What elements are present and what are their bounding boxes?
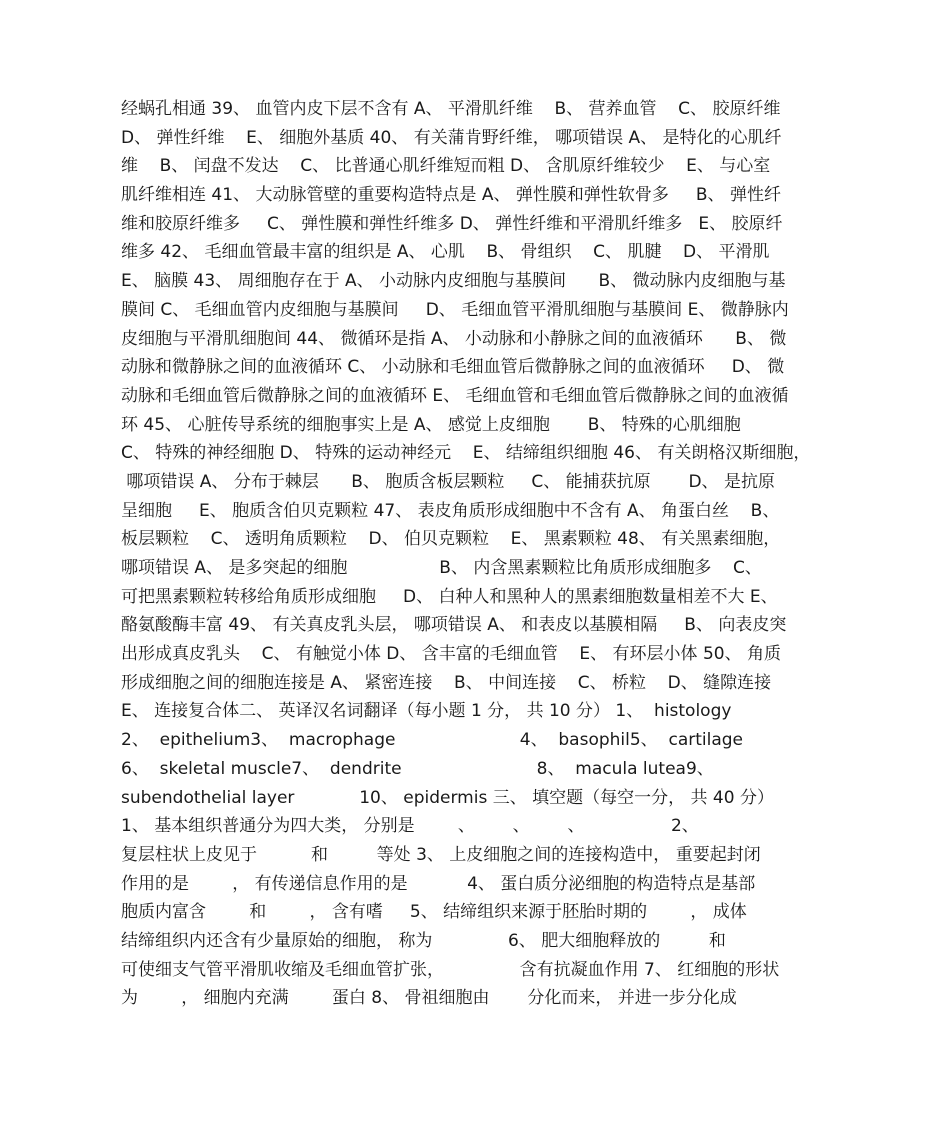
text-line: E、 脑膜 43、 周细胞存在于 A、 小动脉内皮细胞与基膜间 B、 微动脉内皮细胞与基 — [121, 271, 786, 292]
text-line: 动脉和微静脉之间的血液循环 C、 小动脉和毛细血管后微静脉之间的血液循环 D、 微 — [121, 357, 785, 378]
text-line: 为 ， 细胞内充满 蛋白 8、 骨祖细胞由 分化而来， 并进一步分化成 — [121, 988, 737, 1009]
text-line: 动脉和毛细血管后微静脉之间的血液循环 E、 毛细血管和毛细血管后微静脉之间的血液循 — [121, 385, 789, 406]
text-line: 形成细胞之间的细胞连接是 A、 紧密连接 B、 中间连接 C、 桥粒 D、 缝隙连接 — [121, 672, 772, 693]
text-line: 可把黑素颗粒转移给角质形成细胞 D、 白种人和黑种人的黑素细胞数量相差不大 E、 — [121, 586, 778, 607]
text-line: 维多 42、 毛细血管最丰富的组织是 A、 心肌 B、 骨组织 C、 肌腱 D、 平滑肌 — [121, 242, 770, 263]
text-line: 维 B、 闰盘不发达 C、 比普通心肌纤维短而粗 D、 含肌原纤维较少 E、 与心室 — [121, 156, 771, 177]
text-line: 肌纤维相连 41、 大动脉管壁的重要构造特点是 A、 弹性膜和弹性软骨多 B、 弹性纤 — [121, 185, 781, 206]
text-line: 1、 基本组织普通分为四大类， 分别是 、 、 、 2、 — [121, 816, 699, 837]
text-line: 复层柱状上皮见于 和 等处 3、 上皮细胞之间的连接构造中， 重要起封闭 — [121, 844, 761, 865]
text-line: 酪氨酸酶丰富 49、 有关真皮乳头层， 哪项错误 A、 和表皮以基膜相隔 B、 向表皮突 — [121, 615, 787, 636]
text-line: 膜间 C、 毛细血管内皮细胞与基膜间 D、 毛细血管平滑肌细胞与基膜间 E、 微静脉内 — [121, 299, 789, 320]
text-line: E、 连接复合体二、 英译汉名词翻译（每小题 1 分， 共 10 分） 1、 histology — [121, 701, 732, 722]
text-line: 哪项错误 A、 是多突起的细胞 B、 内含黑素颗粒比角质形成细胞多 C、 — [121, 558, 762, 578]
text-line: 呈细胞 E、 胞质含伯贝克颗粒 47、 表皮角质形成细胞中不含有 A、 角蛋白丝 B、 — [121, 500, 780, 521]
text-line: 作用的是 ， 有传递信息作用的是 4、 蛋白质分泌细胞的构造特点是基部 — [121, 873, 756, 894]
text-line: 结缔组织内还含有少量原始的细胞， 称为 6、 肥大细胞释放的 和 — [121, 930, 726, 951]
text-line: 可使细支气管平滑肌收缩及毛细血管扩张， 含有抗凝血作用 7、 红细胞的形状 — [121, 959, 780, 980]
text-line: 经蜗孔相通 39、 血管内皮下层不含有 A、 平滑肌纤维 B、 营养血管 C、 胶原纤维 — [121, 99, 781, 119]
text-line: 环 45、 心脏传导系统的细胞事实上是 A、 感觉上皮细胞 B、 特殊的心肌细胞 — [121, 414, 741, 435]
text-line: 板层颗粒 C、 透明角质颗粒 D、 伯贝克颗粒 E、 黑素颗粒 48、 有关黑素细胞， — [121, 529, 781, 550]
text-line: D、 弹性纤维 E、 细胞外基质 40、 有关蒲肯野纤维， 哪项错误 A、 是特化的心肌纤 — [121, 127, 782, 148]
text-line: C、 特殊的神经细胞 D、 特殊的运动神经元 E、 结缔组织细胞 46、 有关朗格汉斯细胞， — [121, 443, 811, 464]
text-line: 维和胶原纤维多 C、 弹性膜和弹性纤维多 D、 弹性纤维和平滑肌纤维多 E、 胶原纤 — [121, 213, 783, 234]
text-line: 哪项错误 A、 分布于棘层 B、 胞质含板层颗粒 C、 能捕获抗原 D、 是抗原 — [121, 471, 775, 492]
text-line: subendothelial layer 10、 epidermis 三、 填空题（每空一分， 共 40 分） — [121, 787, 774, 808]
exam-text-block — [121, 95, 833, 1013]
text-line: 胞质内富含 和 ， 含有嗜 5、 结缔组织来源于胚胎时期的 ， 成体 — [121, 902, 747, 923]
text-line: 2、 epithelium3、 macrophage 4、 basophil5、 cartilage — [121, 730, 744, 751]
text-line: 出形成真皮乳头 C、 有触觉小体 D、 含丰富的毛细血管 E、 有环层小体 50、 角质 — [121, 644, 781, 665]
text-line: 皮细胞与平滑肌细胞间 44、 微循环是指 A、 小动脉和小静脉之间的血液循环 B、 微 — [121, 328, 787, 349]
text-line: 6、 skeletal muscle7、 dendrite 8、 macula lutea9、 — [121, 758, 714, 779]
